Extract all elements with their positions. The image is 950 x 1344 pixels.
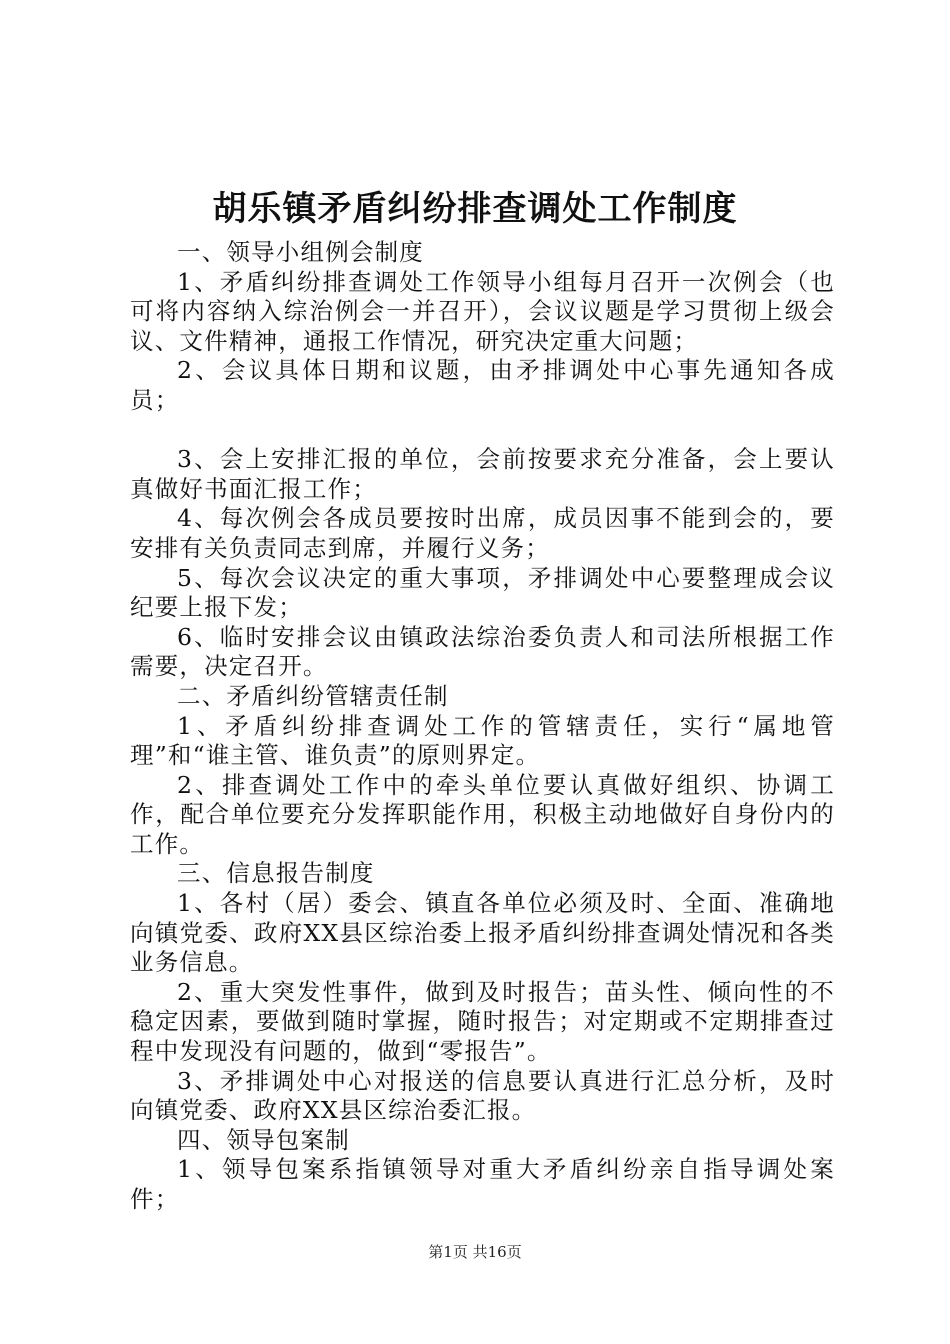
page-number-footer: 第1页 共16页 <box>428 1243 522 1261</box>
section-heading-4: 四、领导包案制 <box>177 1125 350 1154</box>
section-heading-3: 三、信息报告制度 <box>177 859 375 888</box>
section-heading-2: 二、矛盾纠纷管辖责任制 <box>177 681 449 710</box>
document-title: 胡乐镇矛盾纠纷排查调处工作制度 <box>212 189 738 229</box>
paragraph: 6、临时安排会议由镇政法综治委负责人和司法所根据工作需要，决定召开。 <box>130 622 835 681</box>
paragraph: 3、会上安排汇报的单位，会前按要求充分准备，会上要认真做好书面汇报工作； <box>130 445 835 503</box>
paragraph: 1、各村（居）委会、镇直各单位必须及时、全面、准确地向镇党委、政府XX县区综治委上报矛盾纠纷排查调处情况和各类业务信息。 <box>130 889 835 977</box>
paragraph: 3、矛排调处中心对报送的信息要认真进行汇总分析，及时向镇党委、政府XX县区综治委汇报。 <box>130 1066 835 1125</box>
paragraph: 1、领导包案系指镇领导对重大矛盾纠纷亲自指导调处案件； <box>130 1155 835 1213</box>
section-heading-1: 一、领导小组例会制度 <box>177 238 424 266</box>
paragraph: 1、矛盾纠纷排查调处工作领导小组每月召开一次例会（也可将内容纳入综治例会一并召开），会议议题是学习贯彻上级会议、文件精神，通报工作情况，研究决定重大问题； <box>130 267 835 355</box>
paragraph: 2、重大突发性事件，做到及时报告；苗头性、倾向性的不稳定因素，要做到随时掌握，随时报告；对定期或不定期排查过程中发现没有问题的，做到“零报告”。 <box>130 977 835 1066</box>
document-body <box>130 238 835 1215</box>
paragraph: 2、排查调处工作中的牵头单位要认真做好组织、协调工作，配合单位要充分发挥职能作用，积极主动地做好自身份内的工作。 <box>130 770 835 858</box>
paragraph: 1、矛盾纠纷排查调处工作的管辖责任，实行“属地管理”和“谁主管、谁负责”的原则界定。 <box>130 711 835 770</box>
paragraph: 4、每次例会各成员要按时出席，成员因事不能到会的，要安排有关负责同志到席，并履行义务； <box>130 504 835 562</box>
paragraph: 2、会议具体日期和议题，由矛排调处中心事先通知各成员； <box>130 356 835 414</box>
paragraph: 5、每次会议决定的重大事项，矛排调处中心要整理成会议纪要上报下发； <box>130 563 835 622</box>
